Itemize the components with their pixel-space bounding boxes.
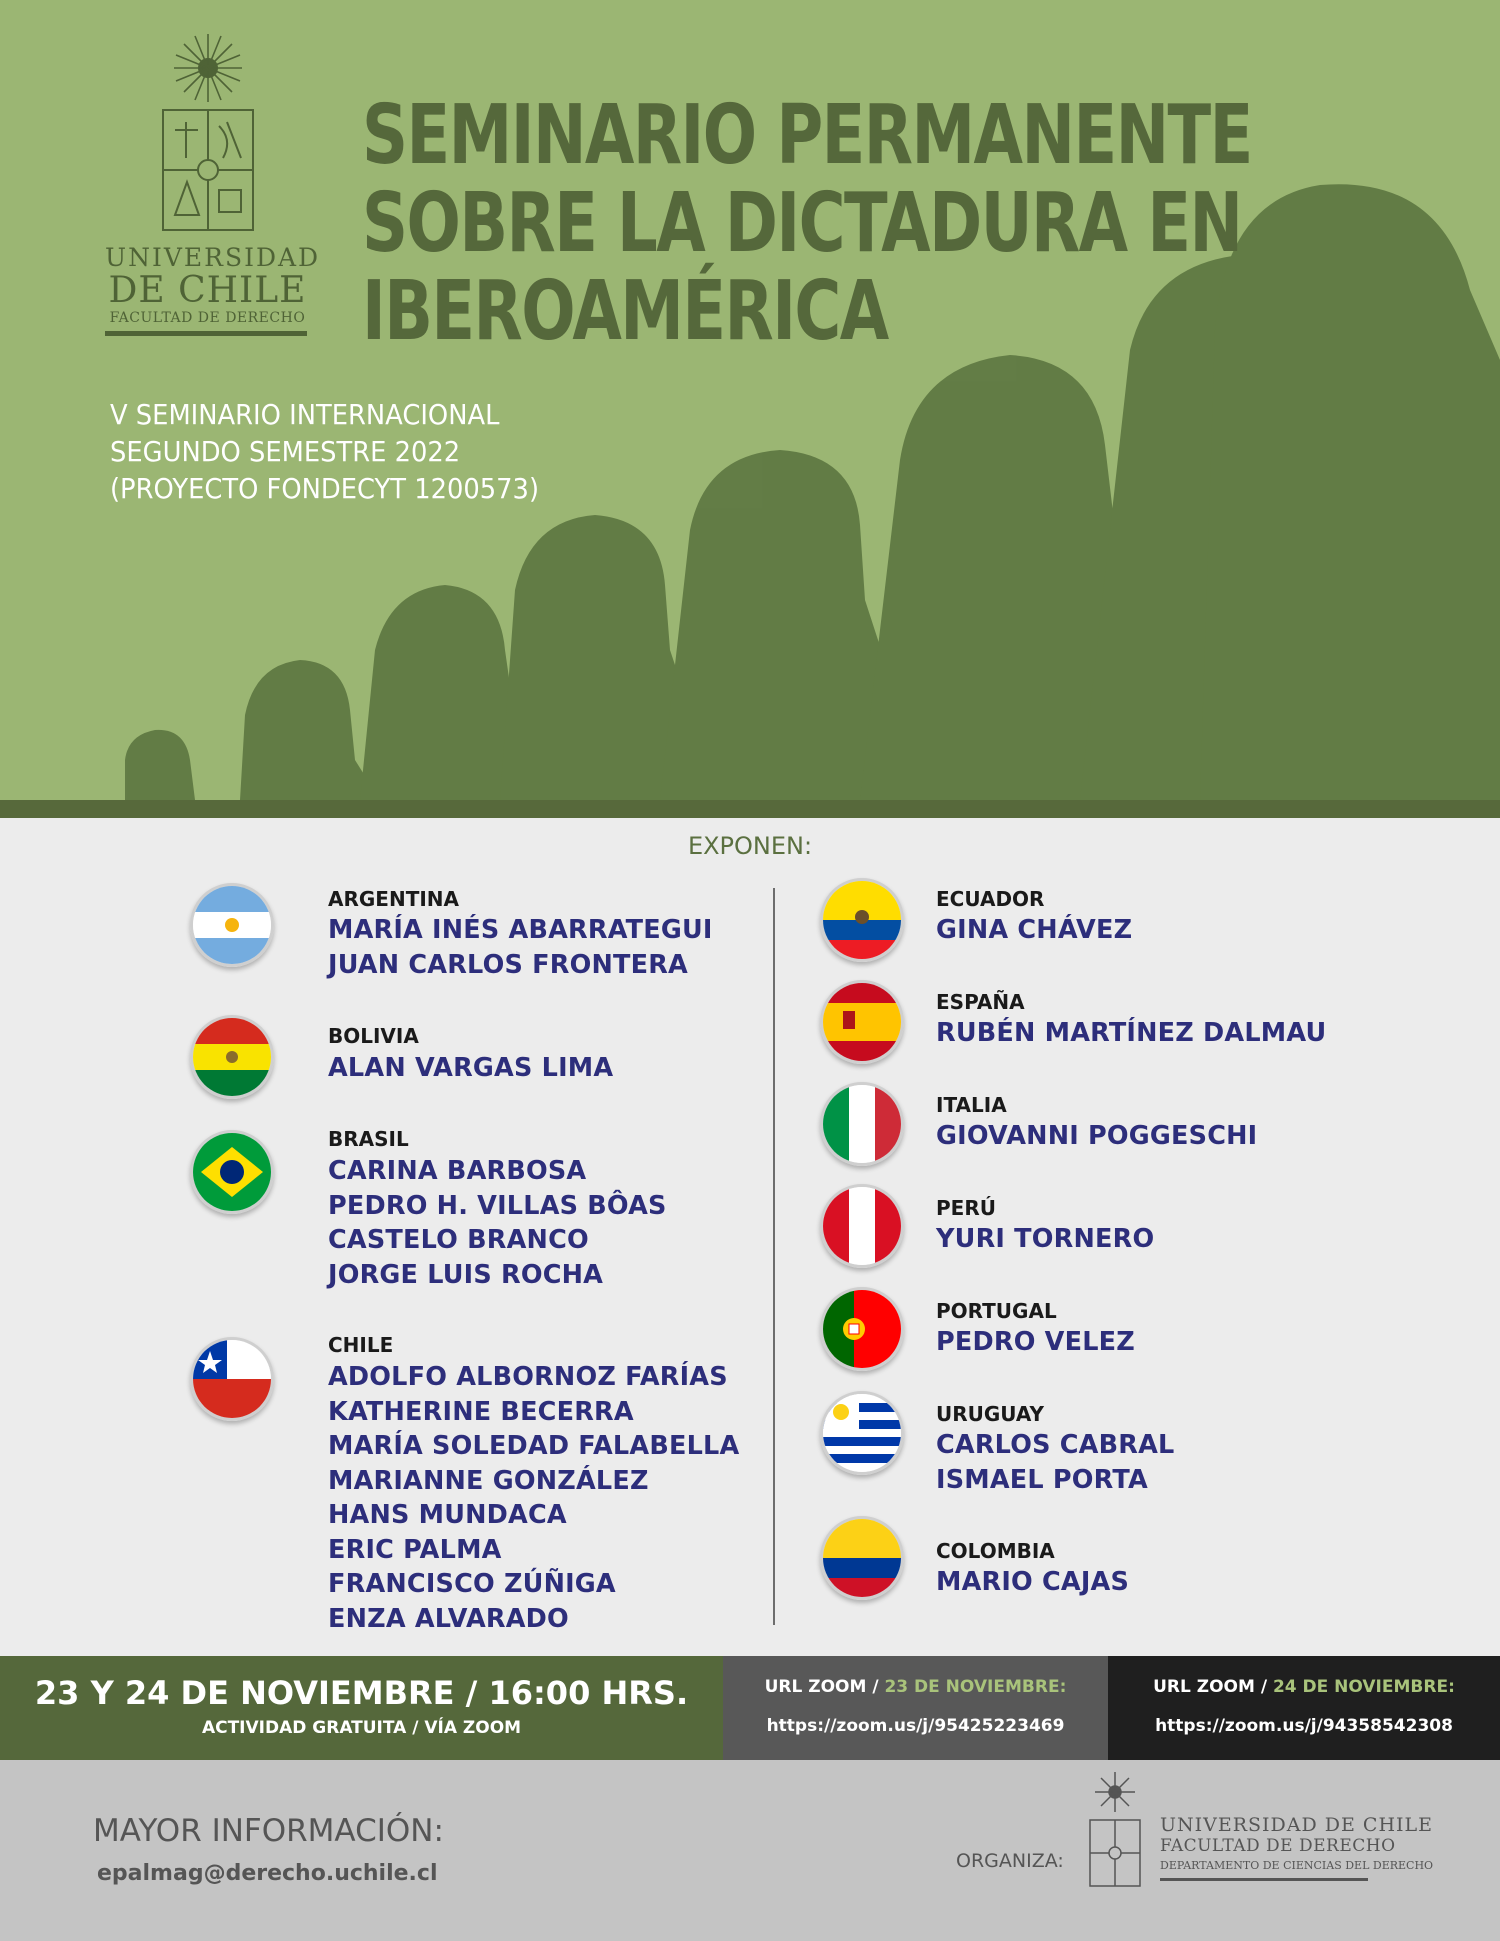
organizer-line2: FACULTAD DE DERECHO xyxy=(1160,1836,1396,1856)
chile-flag-icon xyxy=(190,1337,274,1421)
header-divider xyxy=(0,800,1500,818)
footer xyxy=(0,1760,1500,1941)
speaker-name: ENZA ALVARADO xyxy=(328,1603,569,1634)
speaker-name: CARLOS CABRAL xyxy=(936,1430,1175,1460)
country-label: ITALIA xyxy=(936,1093,1007,1117)
speaker-name: ERIC PALMA xyxy=(328,1534,502,1565)
zoom-link-day2[interactable]: https://zoom.us/j/94358542308 xyxy=(1155,1716,1453,1736)
organizer-label: ORGANIZA: xyxy=(956,1850,1064,1872)
subtitle-line: SEGUNDO SEMESTRE 2022 xyxy=(110,435,461,468)
speaker-name: HANS MUNDACA xyxy=(328,1500,567,1530)
header-banner xyxy=(0,0,1500,800)
logo-underline xyxy=(105,331,307,336)
title-line: SOBRE LA DICTADURA EN xyxy=(362,176,1242,271)
subtitle-line: V SEMINARIO INTERNACIONAL xyxy=(110,398,500,431)
column-divider xyxy=(773,888,775,1625)
country-label: ECUADOR xyxy=(936,887,1045,911)
title-line: IBEROAMÉRICA xyxy=(362,264,888,359)
speaker-names xyxy=(936,913,1132,948)
speaker-name: PEDRO VELEZ xyxy=(936,1327,1135,1357)
speaker-names xyxy=(328,1360,739,1636)
zoom-day: 24 DE NOVIEMBRE: xyxy=(1272,1677,1455,1697)
zoom-heading xyxy=(1108,1677,1500,1697)
italy-flag-icon xyxy=(820,1082,904,1166)
contact-email-link[interactable]: epalmag@derecho.uchile.cl xyxy=(97,1861,438,1886)
speaker-names xyxy=(328,1051,613,1086)
country-label: PERÚ xyxy=(936,1196,996,1220)
university-crest-icon xyxy=(1085,1770,1145,1890)
ecuador-flag-icon xyxy=(820,878,904,962)
zoom-day: 23 DE NOVIEMBRE: xyxy=(884,1677,1067,1697)
speaker-name: RUBÉN MARTÍNEZ DALMAU xyxy=(936,1018,1327,1048)
portugal-flag-icon xyxy=(820,1287,904,1371)
speaker-names xyxy=(936,1119,1257,1154)
organizer-line1: UNIVERSIDAD DE CHILE xyxy=(1160,1814,1434,1836)
speaker-name: MARIO CAJAS xyxy=(936,1567,1130,1597)
university-crest-icon xyxy=(153,30,263,235)
subtitle-line: (PROYECTO FONDECYT 1200573) xyxy=(110,472,539,505)
speaker-names xyxy=(936,1565,1129,1600)
argentina-flag-icon xyxy=(190,883,274,967)
speaker-name: ISMAEL PORTA xyxy=(936,1464,1148,1495)
organizer-underline xyxy=(1160,1878,1368,1881)
country-label: ESPAÑA xyxy=(936,990,1025,1014)
brazil-flag-icon xyxy=(190,1130,274,1214)
speaker-name: MARIANNE GONZÁLEZ xyxy=(328,1465,649,1496)
speaker-name: ADOLFO ALBORNOZ FARÍAS xyxy=(328,1362,728,1392)
speaker-name: KATHERINE BECERRA xyxy=(328,1396,634,1427)
event-info-bar xyxy=(0,1656,1500,1760)
speaker-name: GINA CHÁVEZ xyxy=(936,915,1133,945)
colombia-flag-icon xyxy=(820,1516,904,1600)
zoom-label: URL ZOOM / xyxy=(764,1677,879,1697)
speaker-names xyxy=(328,1154,667,1292)
country-label: PORTUGAL xyxy=(936,1299,1057,1323)
speaker-name: FRANCISCO ZÚÑIGA xyxy=(328,1569,616,1599)
speaker-name: CARINA BARBOSA xyxy=(328,1156,587,1186)
speakers-heading: EXPONEN: xyxy=(687,832,813,860)
zoom-panel-day1 xyxy=(723,1656,1108,1760)
spain-flag-icon xyxy=(820,980,904,1064)
university-name-line2: DE CHILE xyxy=(108,270,307,311)
speaker-name: YURI TORNERO xyxy=(936,1224,1155,1254)
university-logo xyxy=(105,30,321,336)
zoom-heading xyxy=(723,1677,1108,1697)
country-label: BOLIVIA xyxy=(328,1024,419,1048)
seminar-title xyxy=(362,88,1252,359)
speaker-name: CASTELO BRANCO xyxy=(328,1225,589,1255)
speaker-name: JUAN CARLOS FRONTERA xyxy=(328,949,688,980)
organizer-line3: DEPARTAMENTO DE CIENCIAS DEL DERECHO xyxy=(1160,1859,1434,1872)
country-label: CHILE xyxy=(328,1333,394,1357)
bolivia-flag-icon xyxy=(190,1015,274,1099)
speaker-names xyxy=(936,1428,1174,1497)
speaker-name: PEDRO H. VILLAS BÔAS xyxy=(328,1190,667,1221)
more-info-label: MAYOR INFORMACIÓN: xyxy=(93,1813,444,1849)
speaker-names xyxy=(328,913,713,982)
organizer-university xyxy=(1160,1814,1433,1881)
speaker-name: MARÍA SOLEDAD FALABELLA xyxy=(328,1431,740,1461)
zoom-link-day1[interactable]: https://zoom.us/j/95425223469 xyxy=(766,1716,1065,1736)
country-label: ARGENTINA xyxy=(328,887,459,911)
speaker-name: GIOVANNI POGGESCHI xyxy=(936,1121,1258,1151)
university-name-line1: UNIVERSIDAD xyxy=(105,243,321,272)
faculty-name: FACULTAD DE DERECHO xyxy=(109,310,306,326)
seminar-subtitle xyxy=(110,396,539,507)
zoom-panel-day2 xyxy=(1108,1656,1500,1760)
speaker-names xyxy=(936,1016,1326,1051)
speaker-names xyxy=(936,1222,1154,1257)
title-line: SEMINARIO PERMANENTE xyxy=(362,88,1252,183)
speaker-name: JORGE LUIS ROCHA xyxy=(328,1259,604,1290)
speaker-name: ALAN VARGAS LIMA xyxy=(328,1053,614,1083)
speaker-names xyxy=(936,1325,1135,1360)
zoom-label: URL ZOOM / xyxy=(1153,1677,1268,1697)
peru-flag-icon xyxy=(820,1184,904,1268)
speaker-name: MARÍA INÉS ABARRATEGUI xyxy=(328,915,713,945)
country-label: COLOMBIA xyxy=(936,1539,1055,1563)
country-label: BRASIL xyxy=(328,1127,409,1151)
event-detail: ACTIVIDAD GRATUITA / VÍA ZOOM xyxy=(201,1718,522,1738)
event-date-time: 23 Y 24 DE NOVIEMBRE / 16:00 HRS. xyxy=(34,1674,689,1712)
country-label: URUGUAY xyxy=(936,1402,1044,1426)
uruguay-flag-icon xyxy=(820,1391,904,1475)
event-date-panel xyxy=(0,1656,723,1760)
